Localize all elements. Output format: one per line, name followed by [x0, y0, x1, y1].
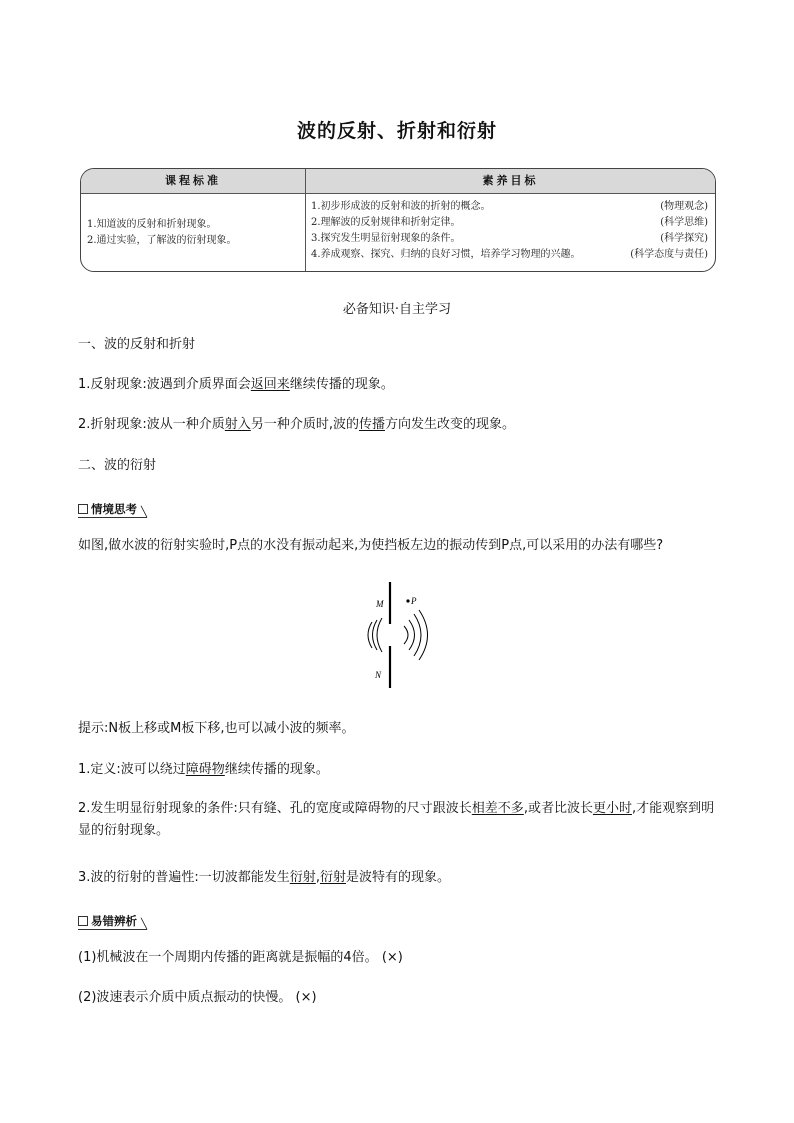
label-n: N	[375, 670, 382, 680]
square-icon	[78, 504, 88, 514]
column-divider	[305, 169, 306, 271]
goal-tag: (科学思维)	[660, 217, 708, 228]
goal-item: 4.养成观察、探究、归纳的良好习惯，培养学习物理的兴趣。 (科学态度与责任)	[311, 247, 708, 263]
label-m: M	[376, 599, 384, 609]
answer-blank: 更小时	[592, 801, 632, 816]
answer-blank: 衍射	[289, 870, 316, 885]
diffraction-diagram	[358, 580, 438, 690]
goal-tag: (科学态度与责任)	[630, 249, 708, 260]
error-analysis-badge: 易错辨析 ╲	[78, 910, 147, 930]
judgement-item-2: (2)波速表示介质中质点振动的快慢。 (×)	[78, 990, 317, 1005]
goal-item: 3.探究发生明显衍射现象的条件。 (科学探究)	[311, 231, 708, 247]
diffraction-universality: 3.波的衍射的普遍性:一切波都能发生衍射,衍射是波特有的现象。	[78, 870, 450, 885]
answer-blank: 障碍物	[185, 762, 225, 777]
standard-item: 1.知道波的反射和折射现象。	[87, 219, 217, 230]
answer-blank: 衍射	[319, 870, 346, 885]
goal-tag: (物理观念)	[660, 201, 708, 212]
goal-item: 1.初步形成波的反射和波的折射的概念。 (物理观念)	[311, 199, 708, 215]
diffraction-question: 如图,做水波的衍射实验时,P点的水没有振动起来,为使挡板左边的振动传到P点,可以采用的办法有哪些?	[78, 538, 664, 553]
part2-heading: 二、波的衍射	[78, 458, 157, 473]
label-p: P	[411, 596, 417, 606]
header-literacy-goals: 素养目标	[306, 169, 715, 194]
standard-item: 2.通过实验，了解波的衍射现象。	[87, 235, 237, 246]
header-course-standard: 课程标准	[81, 169, 305, 194]
refraction-definition: 2.折射现象:波从一种介质射入另一种介质时,波的传播方向发生改变的现象。	[78, 417, 515, 432]
goals-list	[311, 199, 708, 263]
standards-list	[87, 217, 299, 249]
part1-heading: 一、波的反射和折射	[78, 337, 196, 352]
standards-table	[80, 168, 716, 272]
hint-text: 提示:N板上移或M板下移,也可以减小波的频率。	[78, 721, 355, 736]
diffraction-figure-svg	[358, 580, 438, 690]
reflection-definition: 1.反射现象:波遇到介质界面会返回来继续传播的现象。	[78, 377, 394, 392]
square-icon	[78, 916, 88, 926]
answer-blank: 相差不多	[471, 801, 524, 816]
answer-blank: 传播	[358, 417, 385, 432]
diffraction-definition: 1.定义:波可以绕过障碍物继续传播的现象。	[78, 762, 329, 777]
judgement-item-1: (1)机械波在一个周期内传播的距离就是振幅的4倍。 (×)	[78, 950, 403, 965]
answer-blank: 返回来	[250, 377, 290, 392]
goal-item: 2.理解波的反射规律和折射定律。 (科学思维)	[311, 215, 708, 231]
answer-blank: 射入	[224, 417, 251, 432]
goal-tag: (科学探究)	[660, 233, 708, 244]
diffraction-condition: 2.发生明显衍射现象的条件:只有缝、孔的宽度或障碍物的尺寸跟波长相差不多,或者比波长更小时,才能观察到明显的衍射现象。	[78, 801, 715, 838]
section-heading: 必备知识·自主学习	[342, 302, 452, 317]
scenario-badge: 情境思考 ╲	[78, 498, 147, 518]
page-title: 波的反射、折射和衍射	[296, 120, 497, 142]
